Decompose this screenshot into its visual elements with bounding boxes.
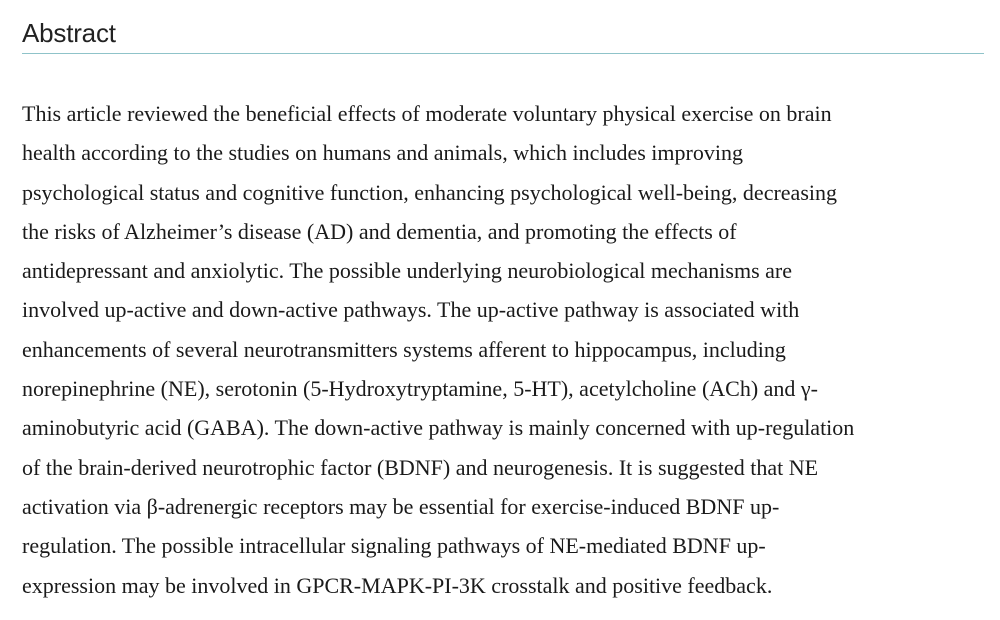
abstract-line: This article reviewed the beneficial effects of moderate voluntary physical exercise on brain <box>22 101 832 126</box>
abstract-section <box>22 0 984 605</box>
heading-divider <box>22 53 984 54</box>
abstract-line: norepinephrine (NE), serotonin (5-Hydroxytryptamine, 5-HT), acetylcholine (ACh) and γ- <box>22 376 818 402</box>
abstract-line: antidepressant and anxiolytic. The possible underlying neurobiological mechanisms are <box>22 258 792 284</box>
abstract-line: the risks of Alzheimer’s disease (AD) and dementia, and promoting the effects of <box>22 218 737 244</box>
abstract-line: regulation. The possible intracellular signaling pathways of NE-mediated BDNF up- <box>22 533 766 559</box>
section-heading: Abstract <box>22 18 116 48</box>
abstract-line: health according to the studies on humans and animals, which includes improving <box>22 140 743 166</box>
abstract-line: activation via β-adrenergic receptors may be essential for exercise-induced BDNF up- <box>22 493 780 519</box>
abstract-line: enhancements of several neurotransmitters systems afferent to hippocampus, including <box>22 336 786 362</box>
abstract-line: psychological status and cognitive function, enhancing psychological well-being, decreasing <box>22 179 837 205</box>
abstract-line: of the brain-derived neurotrophic factor (BDNF) and neurogenesis. It is suggested that NE <box>22 454 819 480</box>
abstract-line: involved up-active and down-active pathways. The up-active pathway is associated with <box>22 297 800 323</box>
abstract-line: aminobutyric acid (GABA). The down-active pathway is mainly concerned with up-regulation <box>22 415 855 441</box>
abstract-line: expression may be involved in GPCR-MAPK-PI-3K crosstalk and positive feedback. <box>22 572 773 598</box>
abstract-paragraph <box>22 94 984 605</box>
